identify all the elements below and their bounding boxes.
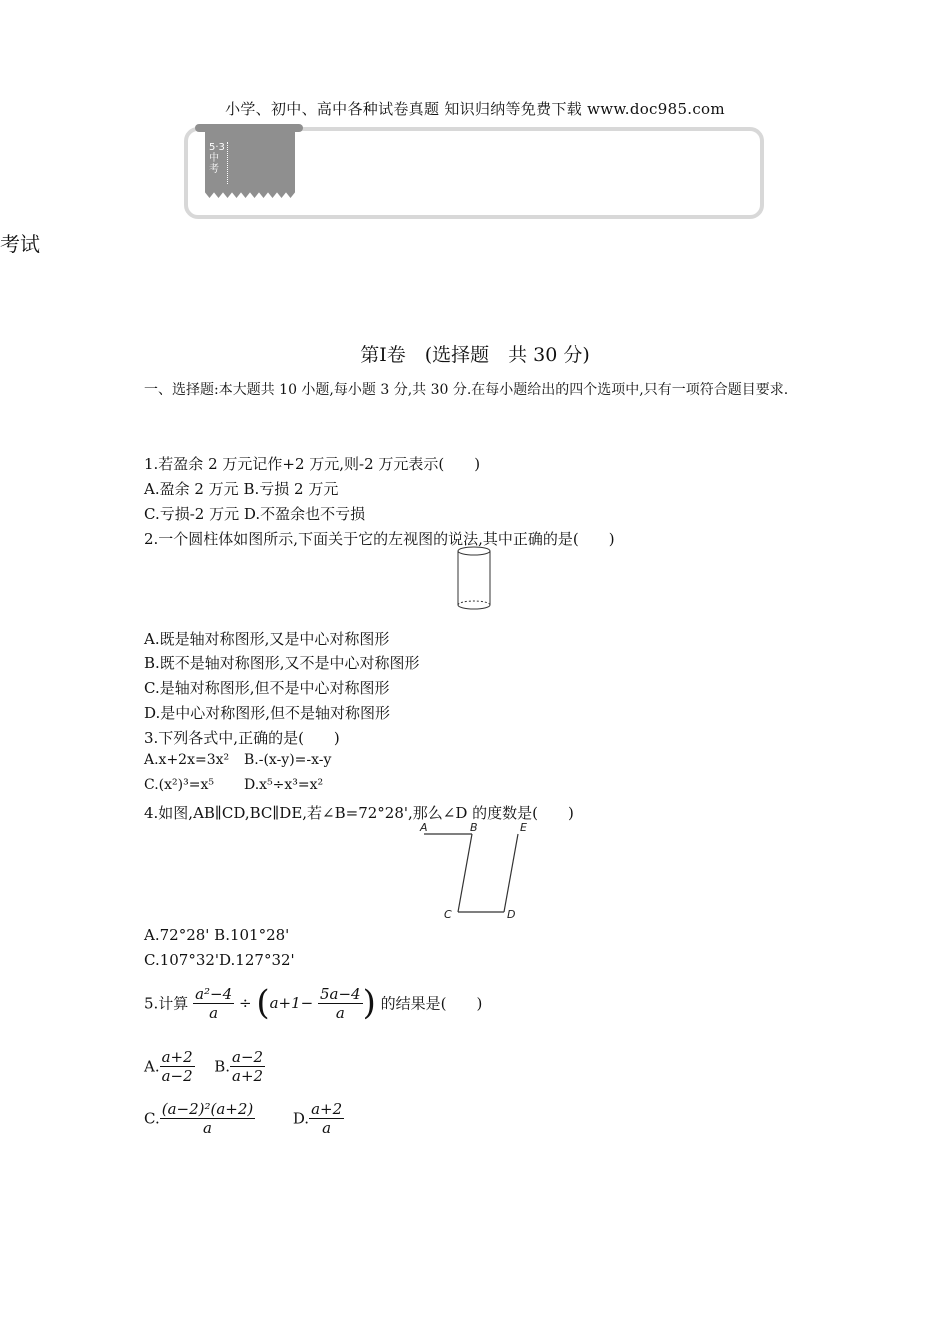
q4-options-cd: C.107°32'D.127°32'	[144, 951, 295, 969]
q5-option-d-denominator: a	[322, 1119, 332, 1137]
side-text: 考试	[0, 232, 40, 256]
q5-expression	[144, 983, 482, 1023]
q5-left-paren: (	[256, 983, 270, 1023]
q3-option-a: A.x+2x=3x²	[144, 752, 230, 768]
q3-option-d: D.x⁵÷x³=x²	[244, 777, 324, 793]
q4-stem: 4.如图,AB∥CD,BC∥DE,若∠B=72°28',那么∠D 的度数是( )	[144, 804, 574, 822]
cylinder-top-ellipse	[458, 547, 490, 555]
label-b: B	[470, 821, 478, 834]
q5-fraction-1-denominator: a	[209, 1003, 219, 1022]
q5-options-cd	[144, 1100, 344, 1137]
label-a: A	[420, 821, 428, 834]
label-e: E	[520, 821, 527, 834]
segment-de	[504, 834, 518, 912]
q5-fraction-2-denominator: a	[335, 1003, 345, 1022]
cylinder-bottom-back	[458, 601, 490, 605]
q3-stem: 3.下列各式中,正确的是( )	[144, 729, 340, 747]
q5-right-paren: )	[362, 983, 376, 1023]
cylinder-figure	[452, 544, 496, 612]
q5-fraction-2-numerator: 5a−4	[319, 984, 361, 1003]
parallel-lines-figure	[412, 818, 542, 924]
segment-bc	[458, 834, 472, 912]
q5-option-a-label: A.	[144, 1057, 160, 1076]
q5-suffix: 的结果是( )	[380, 994, 483, 1013]
q5-fraction-1	[193, 985, 234, 1022]
q5-option-c-label: C.	[144, 1109, 160, 1128]
q5-divide-sign: ÷	[238, 994, 252, 1012]
q5-option-b-numerator: a−2	[232, 1048, 264, 1066]
q5-option-a-denominator: a−2	[161, 1067, 193, 1085]
q5-option-a-numerator: a+2	[161, 1048, 193, 1066]
q5-option-d-label: D.	[292, 1109, 310, 1128]
q1-options-ab: A.盈余 2 万元 B.亏损 2 万元	[144, 480, 339, 498]
q2-option-d: D.是中心对称图形,但不是轴对称图形	[144, 704, 391, 722]
label-d: D	[507, 908, 516, 921]
q5-option-d-numerator: a+2	[311, 1100, 343, 1118]
page-header: 小学、初中、高中各种试卷真题 知识归纳等免费下载 www.doc985.com	[225, 100, 725, 118]
q5-option-b-fraction	[230, 1048, 265, 1085]
q3-option-b: B.-(x-y)=-x-y	[244, 752, 332, 768]
q5-option-b-label: B.	[214, 1057, 231, 1076]
q4-options-ab: A.72°28' B.101°28'	[144, 926, 290, 944]
q5-option-c-numerator: (a−2)²(a+2)	[161, 1100, 254, 1118]
q5-options-ab	[144, 1048, 265, 1085]
q5-option-d-fraction	[309, 1100, 344, 1137]
q2-option-c: C.是轴对称图形,但不是中心对称图形	[144, 679, 390, 697]
q2-stem: 2.一个圆柱体如图所示,下面关于它的左视图的说法,其中正确的是( )	[144, 530, 615, 548]
q1-options-cd: C.亏损-2 万元 D.不盈余也不亏损	[144, 505, 366, 523]
q2-option-a: A.既是轴对称图形,又是中心对称图形	[144, 630, 390, 648]
q1-stem: 1.若盈余 2 万元记作+2 万元,则-2 万元表示( )	[144, 455, 481, 473]
q5-option-c-denominator: a	[203, 1119, 212, 1137]
q5-fraction-1-numerator: a²−4	[195, 984, 233, 1003]
q5-inner-expression: a+1−	[269, 994, 314, 1012]
banner-tab-label: 5·3中考	[209, 142, 225, 175]
section-instructions: 一、选择题:本大题共 10 小题,每小题 3 分,共 30 分.在每小题给出的四个选项中,只有一项符合题目要求.	[144, 382, 789, 398]
q5-option-c-fraction	[160, 1100, 256, 1137]
q2-option-b: B.既不是轴对称图形,又不是中心对称图形	[144, 654, 420, 672]
q5-option-b-denominator: a+2	[232, 1067, 264, 1085]
label-c: C	[444, 908, 452, 921]
q5-option-a-fraction	[160, 1048, 195, 1085]
q3-option-c: C.(x²)³=x⁵	[144, 777, 214, 793]
section-title: 第Ⅰ卷 (选择题 共 30 分)	[360, 344, 590, 366]
banner-tab-dotted-line	[227, 142, 228, 184]
q5-prefix: 5.计算	[144, 994, 189, 1013]
q5-fraction-2	[318, 985, 363, 1022]
cylinder-bottom-front	[458, 605, 490, 609]
